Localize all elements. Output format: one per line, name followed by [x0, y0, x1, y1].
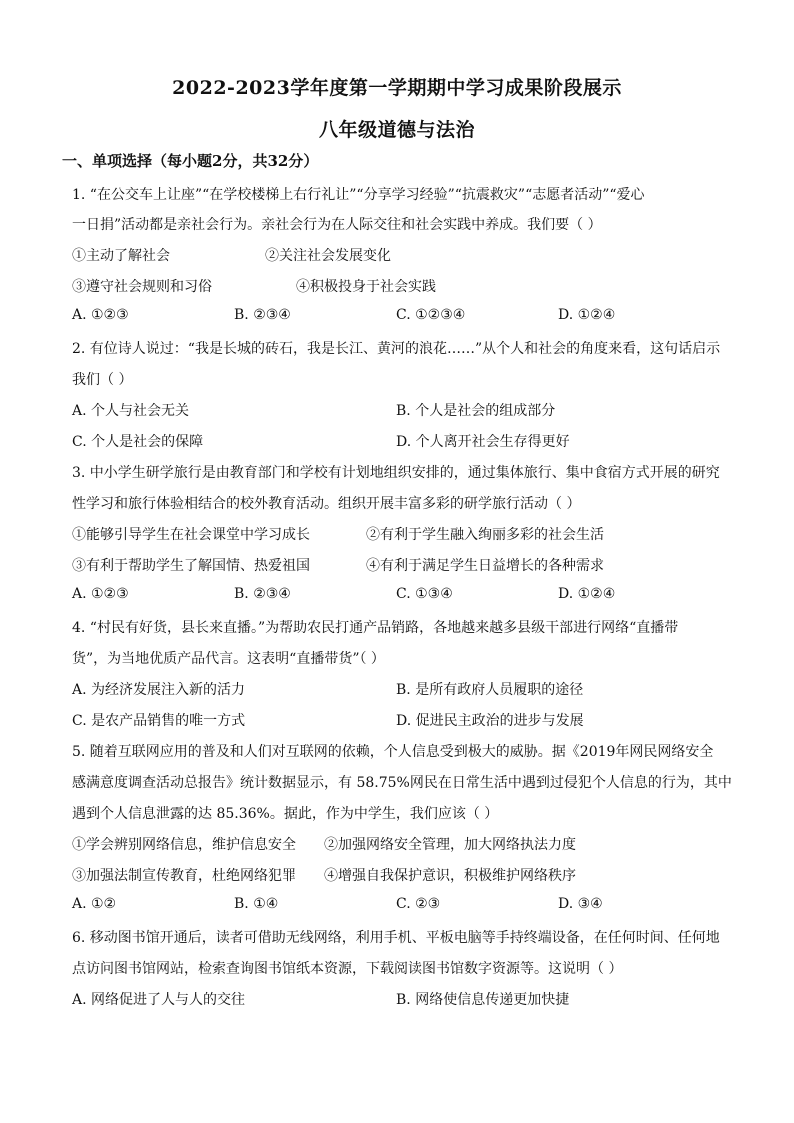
q4-line-2: 货”，为当地优质产品代言。这表明“直播带货”（ ）: [72, 651, 385, 667]
q3-line-1: 3. 中小学生研学旅行是由教育部门和学校有计划地组织安排的，通过集体旅行、集中食宿方式开展的研究: [72, 465, 720, 481]
q3-choice-d[interactable]: D. ①②④: [558, 586, 616, 602]
q4-choice-d[interactable]: D. 促进民主政治的进步与发展: [396, 713, 584, 729]
q3-choice-c[interactable]: C. ①③④: [396, 586, 453, 602]
q5-choice-b[interactable]: B. ①④: [234, 896, 279, 912]
q1-statement-2: ②关注社会发展变化: [265, 248, 391, 264]
q5-line-2: 感满意度调查活动总报告》统计数据显示，有 58.75%网民在日常生活中遇到过侵犯个人信息的行为，其中: [72, 775, 732, 791]
q3-statement-2: ②有利于学生融入绚丽多彩的社会生活: [366, 527, 604, 543]
q2-choice-a[interactable]: A. 个人与社会无关: [72, 403, 190, 419]
q3-choice-a[interactable]: A. ①②③: [72, 586, 129, 602]
q5-statement-4: ④增强自我保护意识，积极维护网络秩序: [324, 868, 576, 884]
q5-choice-c[interactable]: C. ②③: [396, 896, 441, 912]
q2-line-2: 我们（ ）: [72, 372, 133, 388]
q1-statement-4: ④积极投身于社会实践: [296, 279, 436, 295]
q4-choice-c[interactable]: C. 是农产品销售的唯一方式: [72, 713, 246, 729]
q3-line-2: 性学习和旅行体验相结合的校外教育活动。组织开展丰富多彩的研学旅行活动（ ）: [72, 496, 581, 512]
q1-choice-c[interactable]: C. ①②③④: [396, 307, 466, 323]
section-heading: 一、单项选择（每小题2分，共32分）: [62, 152, 319, 170]
q1-line-1: 1. “在公交车上让座”“在学校楼梯上右行礼让”“分享学习经验”“抗震救灾”“志愿者活动”“爱心: [72, 187, 645, 203]
q5-statement-2: ②加强网络安全管理，加大网络执法力度: [324, 837, 576, 853]
q5-choice-d[interactable]: D. ③④: [558, 896, 603, 912]
q1-choice-b[interactable]: B. ②③④: [234, 307, 291, 323]
exam-subtitle: 八年级道德与法治: [318, 119, 475, 141]
q5-line-3: 遇到个人信息泄露的达 85.36%。据此，作为中学生，我们应该（ ）: [72, 806, 499, 822]
q5-statement-1: ①学会辨别网络信息，维护信息安全: [72, 837, 296, 853]
q6-line-1: 6. 移动图书馆开通后，读者可借助无线网络，利用手机、平板电脑等手持终端设备，在任何时间、任何地: [72, 930, 720, 946]
q6-choice-a[interactable]: A. 网络促进了人与人的交往: [72, 992, 246, 1008]
q1-statement-3: ③遵守社会规则和习俗: [72, 279, 212, 295]
q1-statement-1: ①主动了解社会: [72, 248, 170, 264]
q3-statement-3: ③有利于帮助学生了解国情、热爱祖国: [72, 558, 310, 574]
q3-statement-1: ①能够引导学生在社会课堂中学习成长: [72, 527, 310, 543]
q3-statement-4: ④有利于满足学生日益增长的各种需求: [366, 558, 604, 574]
q5-line-1: 5. 随着互联网应用的普及和人们对互联网的依赖，个人信息受到极大的威胁。据《2019年网民网络安全: [72, 744, 714, 760]
q2-choice-d[interactable]: D. 个人离开社会生存得更好: [396, 434, 570, 450]
exam-title: 2022-2023学年度第一学期期中学习成果阶段展示: [172, 77, 622, 99]
q2-line-1: 2. 有位诗人说过：“我是长城的砖石，我是长江、黄河的浪花……”从个人和社会的角度来看，这句话启示: [72, 341, 721, 357]
q4-choice-b[interactable]: B. 是所有政府人员履职的途径: [396, 682, 584, 698]
q3-choice-b[interactable]: B. ②③④: [234, 586, 291, 602]
q6-choice-b[interactable]: B. 网络使信息传递更加快捷: [396, 992, 570, 1008]
q4-line-1: 4. “村民有好货，县长来直播。”为帮助农民打通产品销路，各地越来越多县级干部进行网络“直播带: [72, 620, 679, 636]
q1-choice-a[interactable]: A. ①②③: [72, 307, 129, 323]
q5-statement-3: ③加强法制宣传教育，杜绝网络犯罪: [72, 868, 296, 884]
q2-choice-b[interactable]: B. 个人是社会的组成部分: [396, 403, 556, 419]
q1-line-2: 一日捐”活动都是亲社会行为。亲社会行为在人际交往和社会实践中养成。我们要（ ）: [72, 217, 602, 233]
q5-choice-a[interactable]: A. ①②: [72, 896, 117, 912]
q6-line-2: 点访问图书馆网站，检索查询图书馆纸本资源，下载阅读图书馆数字资源等。这说明（ ）: [72, 961, 623, 977]
q2-choice-c[interactable]: C. 个人是社会的保障: [72, 434, 204, 450]
q4-choice-a[interactable]: A. 为经济发展注入新的活力: [72, 682, 246, 698]
q1-choice-d[interactable]: D. ①②④: [558, 307, 616, 323]
